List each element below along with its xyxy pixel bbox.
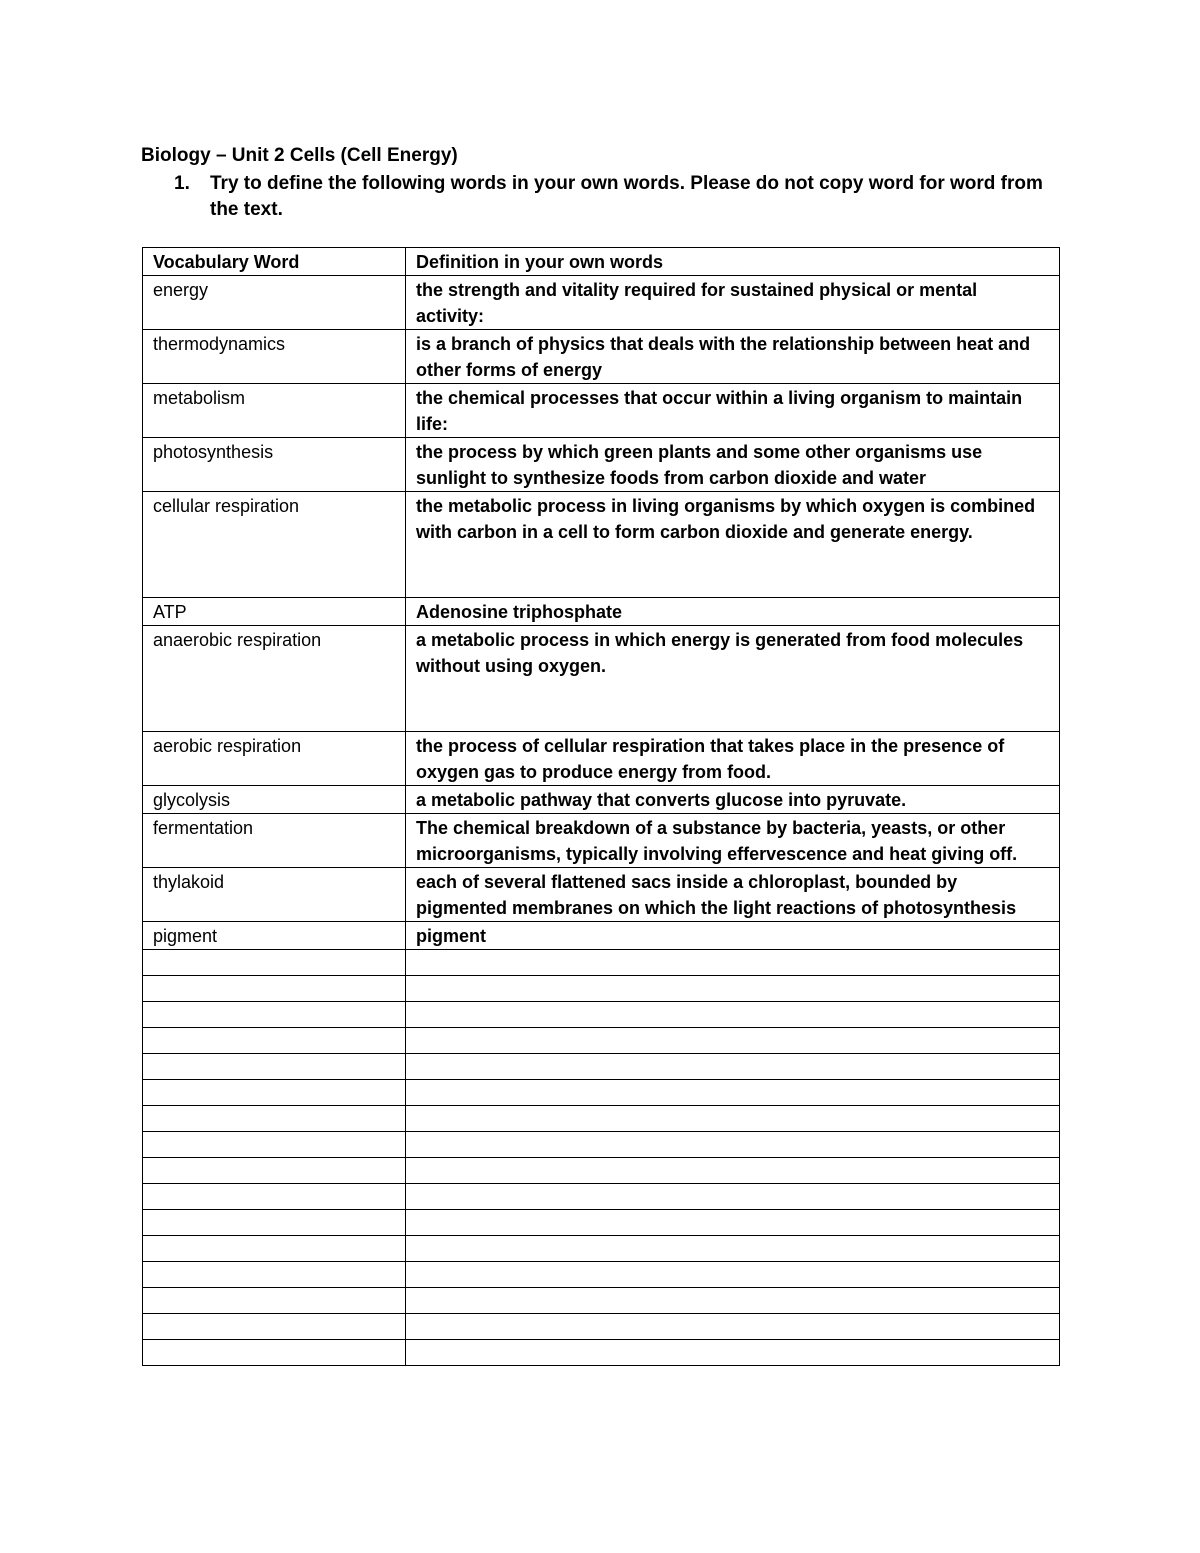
- definition-cell[interactable]: each of several flattened sacs inside a chloroplast, bounded by pigmented membranes on which the light reactions of photosynthesis: [406, 868, 1060, 922]
- blank-definition-cell[interactable]: [406, 1262, 1060, 1288]
- vocabulary-word: aerobic respiration: [143, 732, 406, 786]
- blank-word-cell[interactable]: [143, 1184, 406, 1210]
- blank-definition-cell[interactable]: [406, 1314, 1060, 1340]
- blank-word-cell[interactable]: [143, 1288, 406, 1314]
- blank-row: [143, 1340, 1060, 1366]
- column-header-word: Vocabulary Word: [143, 248, 406, 276]
- blank-row: [143, 1158, 1060, 1184]
- blank-word-cell[interactable]: [143, 950, 406, 976]
- blank-definition-cell[interactable]: [406, 1002, 1060, 1028]
- blank-row: [143, 1106, 1060, 1132]
- table-row: [143, 868, 1060, 922]
- blank-row: [143, 1236, 1060, 1262]
- blank-word-cell[interactable]: [143, 1210, 406, 1236]
- blank-word-cell[interactable]: [143, 1340, 406, 1366]
- vocabulary-word: cellular respiration: [143, 492, 406, 598]
- blank-definition-cell[interactable]: [406, 1236, 1060, 1262]
- blank-row: [143, 1210, 1060, 1236]
- blank-row: [143, 1028, 1060, 1054]
- blank-definition-cell[interactable]: [406, 1054, 1060, 1080]
- page-title: Biology – Unit 2 Cells (Cell Energy): [141, 145, 458, 166]
- table-row: [143, 732, 1060, 786]
- definition-cell[interactable]: the process of cellular respiration that takes place in the presence of oxygen gas to produce energy from food.: [406, 732, 1060, 786]
- blank-definition-cell[interactable]: [406, 1028, 1060, 1054]
- blank-row: [143, 1054, 1060, 1080]
- blank-word-cell[interactable]: [143, 1106, 406, 1132]
- blank-definition-cell[interactable]: [406, 976, 1060, 1002]
- vocabulary-word: glycolysis: [143, 786, 406, 814]
- table-row: [143, 330, 1060, 384]
- blank-definition-cell[interactable]: [406, 1080, 1060, 1106]
- table-row: [143, 276, 1060, 330]
- blank-definition-cell[interactable]: [406, 1184, 1060, 1210]
- table-body: [143, 276, 1060, 1366]
- blank-word-cell[interactable]: [143, 1262, 406, 1288]
- blank-definition-cell[interactable]: [406, 1132, 1060, 1158]
- blank-row: [143, 1080, 1060, 1106]
- vocabulary-word: pigment: [143, 922, 406, 950]
- blank-definition-cell[interactable]: [406, 1158, 1060, 1184]
- blank-row: [143, 976, 1060, 1002]
- vocabulary-word: fermentation: [143, 814, 406, 868]
- blank-word-cell[interactable]: [143, 1314, 406, 1340]
- vocabulary-word: ATP: [143, 598, 406, 626]
- table-row: [143, 626, 1060, 732]
- blank-row: [143, 1288, 1060, 1314]
- definition-cell[interactable]: a metabolic process in which energy is generated from food molecules without using oxygen.: [406, 626, 1060, 732]
- table-header-row: [143, 248, 1060, 276]
- column-header-definition: Definition in your own words: [406, 248, 1060, 276]
- instruction-text: Try to define the following words in your own words. Please do not copy word for word from the text.: [210, 173, 1043, 220]
- vocabulary-word: photosynthesis: [143, 438, 406, 492]
- definition-cell[interactable]: the metabolic process in living organisms by which oxygen is combined with carbon in a cell to form carbon dioxide and generate energy.: [406, 492, 1060, 598]
- blank-word-cell[interactable]: [143, 1028, 406, 1054]
- blank-row: [143, 1132, 1060, 1158]
- table-row: [143, 438, 1060, 492]
- blank-definition-cell[interactable]: [406, 950, 1060, 976]
- table-row: [143, 814, 1060, 868]
- blank-row: [143, 950, 1060, 976]
- definition-cell[interactable]: the chemical processes that occur within a living organism to maintain life:: [406, 384, 1060, 438]
- blank-word-cell[interactable]: [143, 1158, 406, 1184]
- vocabulary-word: thylakoid: [143, 868, 406, 922]
- definition-cell[interactable]: the strength and vitality required for sustained physical or mental activity:: [406, 276, 1060, 330]
- table-row: [143, 384, 1060, 438]
- table-row: [143, 598, 1060, 626]
- definition-cell[interactable]: is a branch of physics that deals with the relationship between heat and other forms of energy: [406, 330, 1060, 384]
- blank-row: [143, 1184, 1060, 1210]
- vocabulary-word: metabolism: [143, 384, 406, 438]
- blank-word-cell[interactable]: [143, 1132, 406, 1158]
- vocabulary-word: energy: [143, 276, 406, 330]
- definition-cell[interactable]: Adenosine triphosphate: [406, 598, 1060, 626]
- definition-cell[interactable]: pigment: [406, 922, 1060, 950]
- blank-row: [143, 1002, 1060, 1028]
- blank-definition-cell[interactable]: [406, 1288, 1060, 1314]
- blank-row: [143, 1314, 1060, 1340]
- blank-word-cell[interactable]: [143, 1002, 406, 1028]
- blank-definition-cell[interactable]: [406, 1106, 1060, 1132]
- table-row: [143, 786, 1060, 814]
- definition-cell[interactable]: the process by which green plants and some other organisms use sunlight to synthesize foods from carbon dioxide and water: [406, 438, 1060, 492]
- definition-cell[interactable]: a metabolic pathway that converts glucose into pyruvate.: [406, 786, 1060, 814]
- table-row: [143, 922, 1060, 950]
- vocabulary-table: [142, 247, 1060, 1366]
- instruction: [174, 171, 1054, 223]
- instruction-number: 1.: [174, 173, 190, 194]
- blank-word-cell[interactable]: [143, 976, 406, 1002]
- blank-word-cell[interactable]: [143, 1054, 406, 1080]
- vocabulary-word: thermodynamics: [143, 330, 406, 384]
- blank-definition-cell[interactable]: [406, 1340, 1060, 1366]
- blank-row: [143, 1262, 1060, 1288]
- blank-word-cell[interactable]: [143, 1236, 406, 1262]
- blank-definition-cell[interactable]: [406, 1210, 1060, 1236]
- blank-word-cell[interactable]: [143, 1080, 406, 1106]
- definition-cell[interactable]: The chemical breakdown of a substance by bacteria, yeasts, or other microorganisms, typically involving effervescence and heat giving off.: [406, 814, 1060, 868]
- table-row: [143, 492, 1060, 598]
- vocabulary-word: anaerobic respiration: [143, 626, 406, 732]
